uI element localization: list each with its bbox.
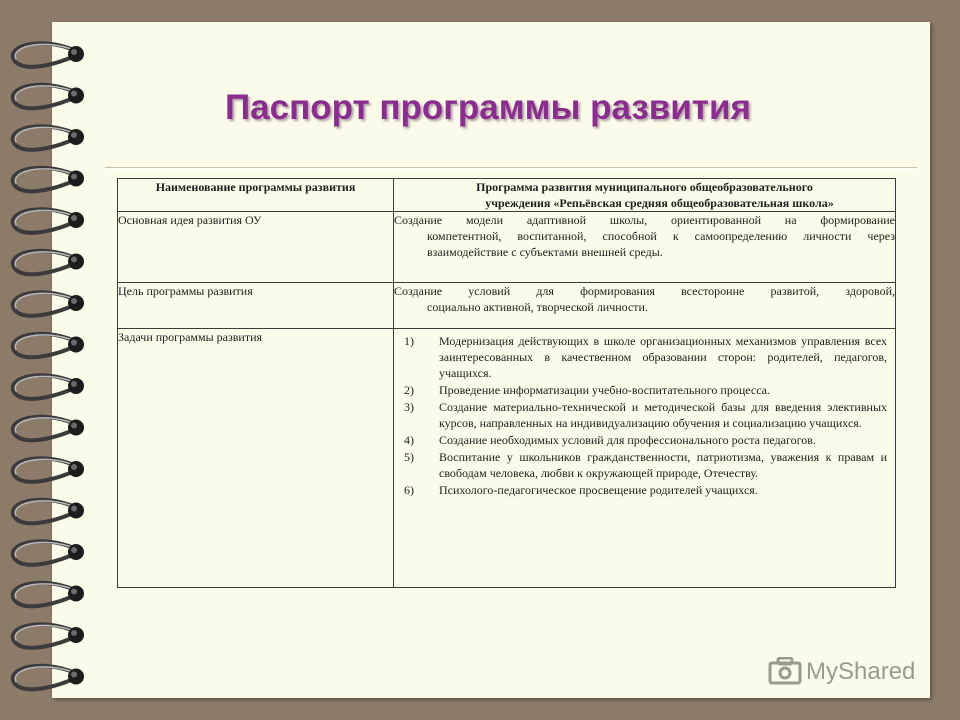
idea-label: Основная идея развития ОУ: [118, 212, 394, 283]
goal-value-rest: социально активной, творческой личности.: [427, 300, 648, 314]
list-item: 6) Психолого-педагогическое просвещение родителей учащихся.: [404, 483, 758, 497]
passport-table: [117, 178, 896, 588]
tasks-label: Задачи программы развития: [118, 329, 394, 588]
tasks-list: [394, 329, 895, 498]
myshared-watermark[interactable]: [768, 657, 915, 687]
idea-value-rest: компетентной, воспитанной, способной к самоопределению личности через взаимодействие с субъектами внешней среды.: [427, 229, 895, 259]
header-program-line1: Программа развития муниципального общеобразовательного: [476, 180, 813, 194]
table-header-row: [118, 179, 896, 212]
idea-value-first: Создание модели адаптивной школы, ориентированной на формирование: [394, 213, 895, 227]
goal-value-first: Создание условий для формирования всесторонне развитой, здоровой,: [394, 284, 895, 298]
tasks-value: [394, 329, 896, 588]
watermark-text: MyShared: [806, 658, 916, 685]
spiral-binding-icon: [0, 0, 100, 720]
list-item: 3) Создание материально-технической и методической базы для введения элективных курсов, направленных на индивидуализацию обучения и социализацию учащихся.: [404, 400, 887, 430]
table-row: [118, 283, 896, 329]
header-program-line2: учреждения «Репьёвская средняя общеобразовательная школа»: [485, 196, 834, 210]
list-item: 4) Создание необходимых условий для профессионального роста педагогов.: [404, 433, 816, 447]
divider-line: [105, 167, 917, 169]
table-row: [118, 212, 896, 283]
goal-label: Цель программы развития: [118, 283, 394, 329]
myshared-logo-icon: [768, 657, 802, 687]
header-name-cell: Наименование программы развития: [118, 179, 394, 212]
header-program-cell: [394, 179, 896, 212]
goal-value: [394, 283, 896, 329]
idea-value: [394, 212, 896, 283]
page-title: Паспорт программы развития: [225, 88, 751, 127]
list-item: 2) Проведение информатизации учебно-воспитательного процесса.: [404, 383, 771, 397]
table-row: [118, 329, 896, 588]
list-item: 5) Воспитание у школьников гражданственности, патриотизма, уважения к правам и свободам человека, любви к окружающей природе, Отечеству.: [404, 450, 887, 480]
list-item: 1) Модернизация действующих в школе организационных механизмов управления всех заинтересованных в качественном образовании сторон: родителей, педагогов, учащихся.: [404, 334, 887, 380]
